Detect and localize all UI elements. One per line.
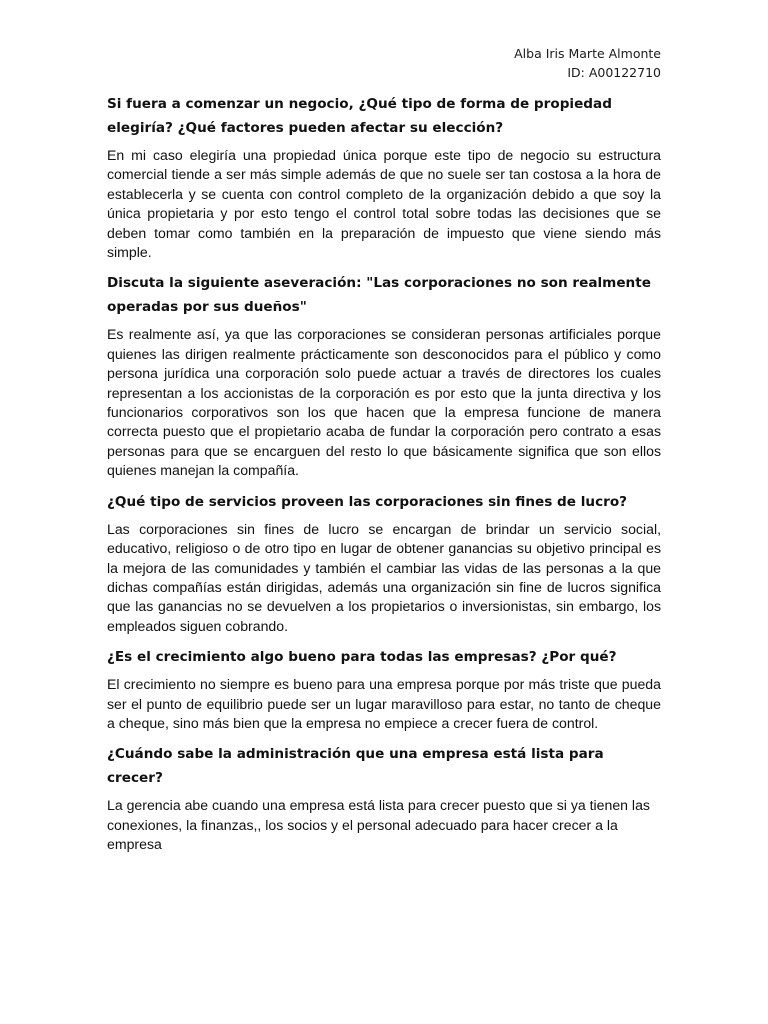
document-header xyxy=(514,44,661,82)
answer-3: Las corporaciones sin fines de lucro se encargan de brindar un servicio social, educativo, religioso o de otro tipo en lugar de obtener ganancias su objetivo principal es la mejora de las comunidades y también el cambiar las vidas de las personas a la que dichas compañías están dirigidas, además una organización sin fine de lucros significa que las ganancias no se devuelven a los propietarios o inversionistas, sin embargo, los empleados siguen cobrando. xyxy=(107,520,661,634)
student-id: ID: A00122710 xyxy=(567,65,661,80)
answer-2: Es realmente así, ya que las corporaciones se consideran personas artificiales porque quienes las dirigen realmente prácticamente son desconocidos para el público y como persona jurídica una corporación solo puede actuar a través de directores los cuales representan a los accionistas de la corporación es por esto que la junta directiva y los funcionarios corporativos son los que hacen que la empresa funcione de manera correcta puesto que el propietario acaba de fundar la corporación pero contrato a esas personas para que se encarguen del resto lo que básicamente significa que son ellos quienes manejan la compañía. xyxy=(107,326,661,479)
answer-5: La gerencia abe cuando una empresa está lista para crecer puesto que si ya tienen las conexiones, la finanzas,, los socios y el personal adecuado para hacer crecer a la empresa xyxy=(107,797,650,853)
answer-1: En mi caso elegiría una propiedad única porque este tipo de negocio su estructura comercial tiende a ser más simple además de que no suele ser tan costosa a la hora de establecerla y se cuenta con control completo de la organización debido a que soy la única propietaria y por esto tengo el control total sobre todas las decisiones que se deben tomar como también en la preparación de impuesto que viene siendo más simple. xyxy=(107,147,661,261)
question-2: Discuta la siguiente aseveración: "Las corporaciones no son realmente operadas por sus dueños" xyxy=(107,275,651,316)
author-name: Alba Iris Marte Almonte xyxy=(514,46,661,61)
question-1: Si fuera a comenzar un negocio, ¿Qué tipo de forma de propiedad elegiría? ¿Qué factores pueden afectar su elección? xyxy=(107,96,612,136)
document-body xyxy=(107,92,661,864)
answer-4: El crecimiento no siempre es bueno para una empresa porque por más triste que pueda ser el punto de equilibrio puede ser un lugar maravilloso para estar, no tanto de cheque a cheque, sino más bien que la empresa no empiece a crecer fuera de control. xyxy=(107,676,661,731)
question-3: ¿Qué tipo de servicios proveen las corporaciones sin fines de lucro? xyxy=(107,493,628,510)
question-4: ¿Es el crecimiento algo bueno para todas las empresas? ¿Por qué? xyxy=(107,649,617,666)
question-5: ¿Cuándo sabe la administración que una empresa está lista para crecer? xyxy=(107,746,604,787)
